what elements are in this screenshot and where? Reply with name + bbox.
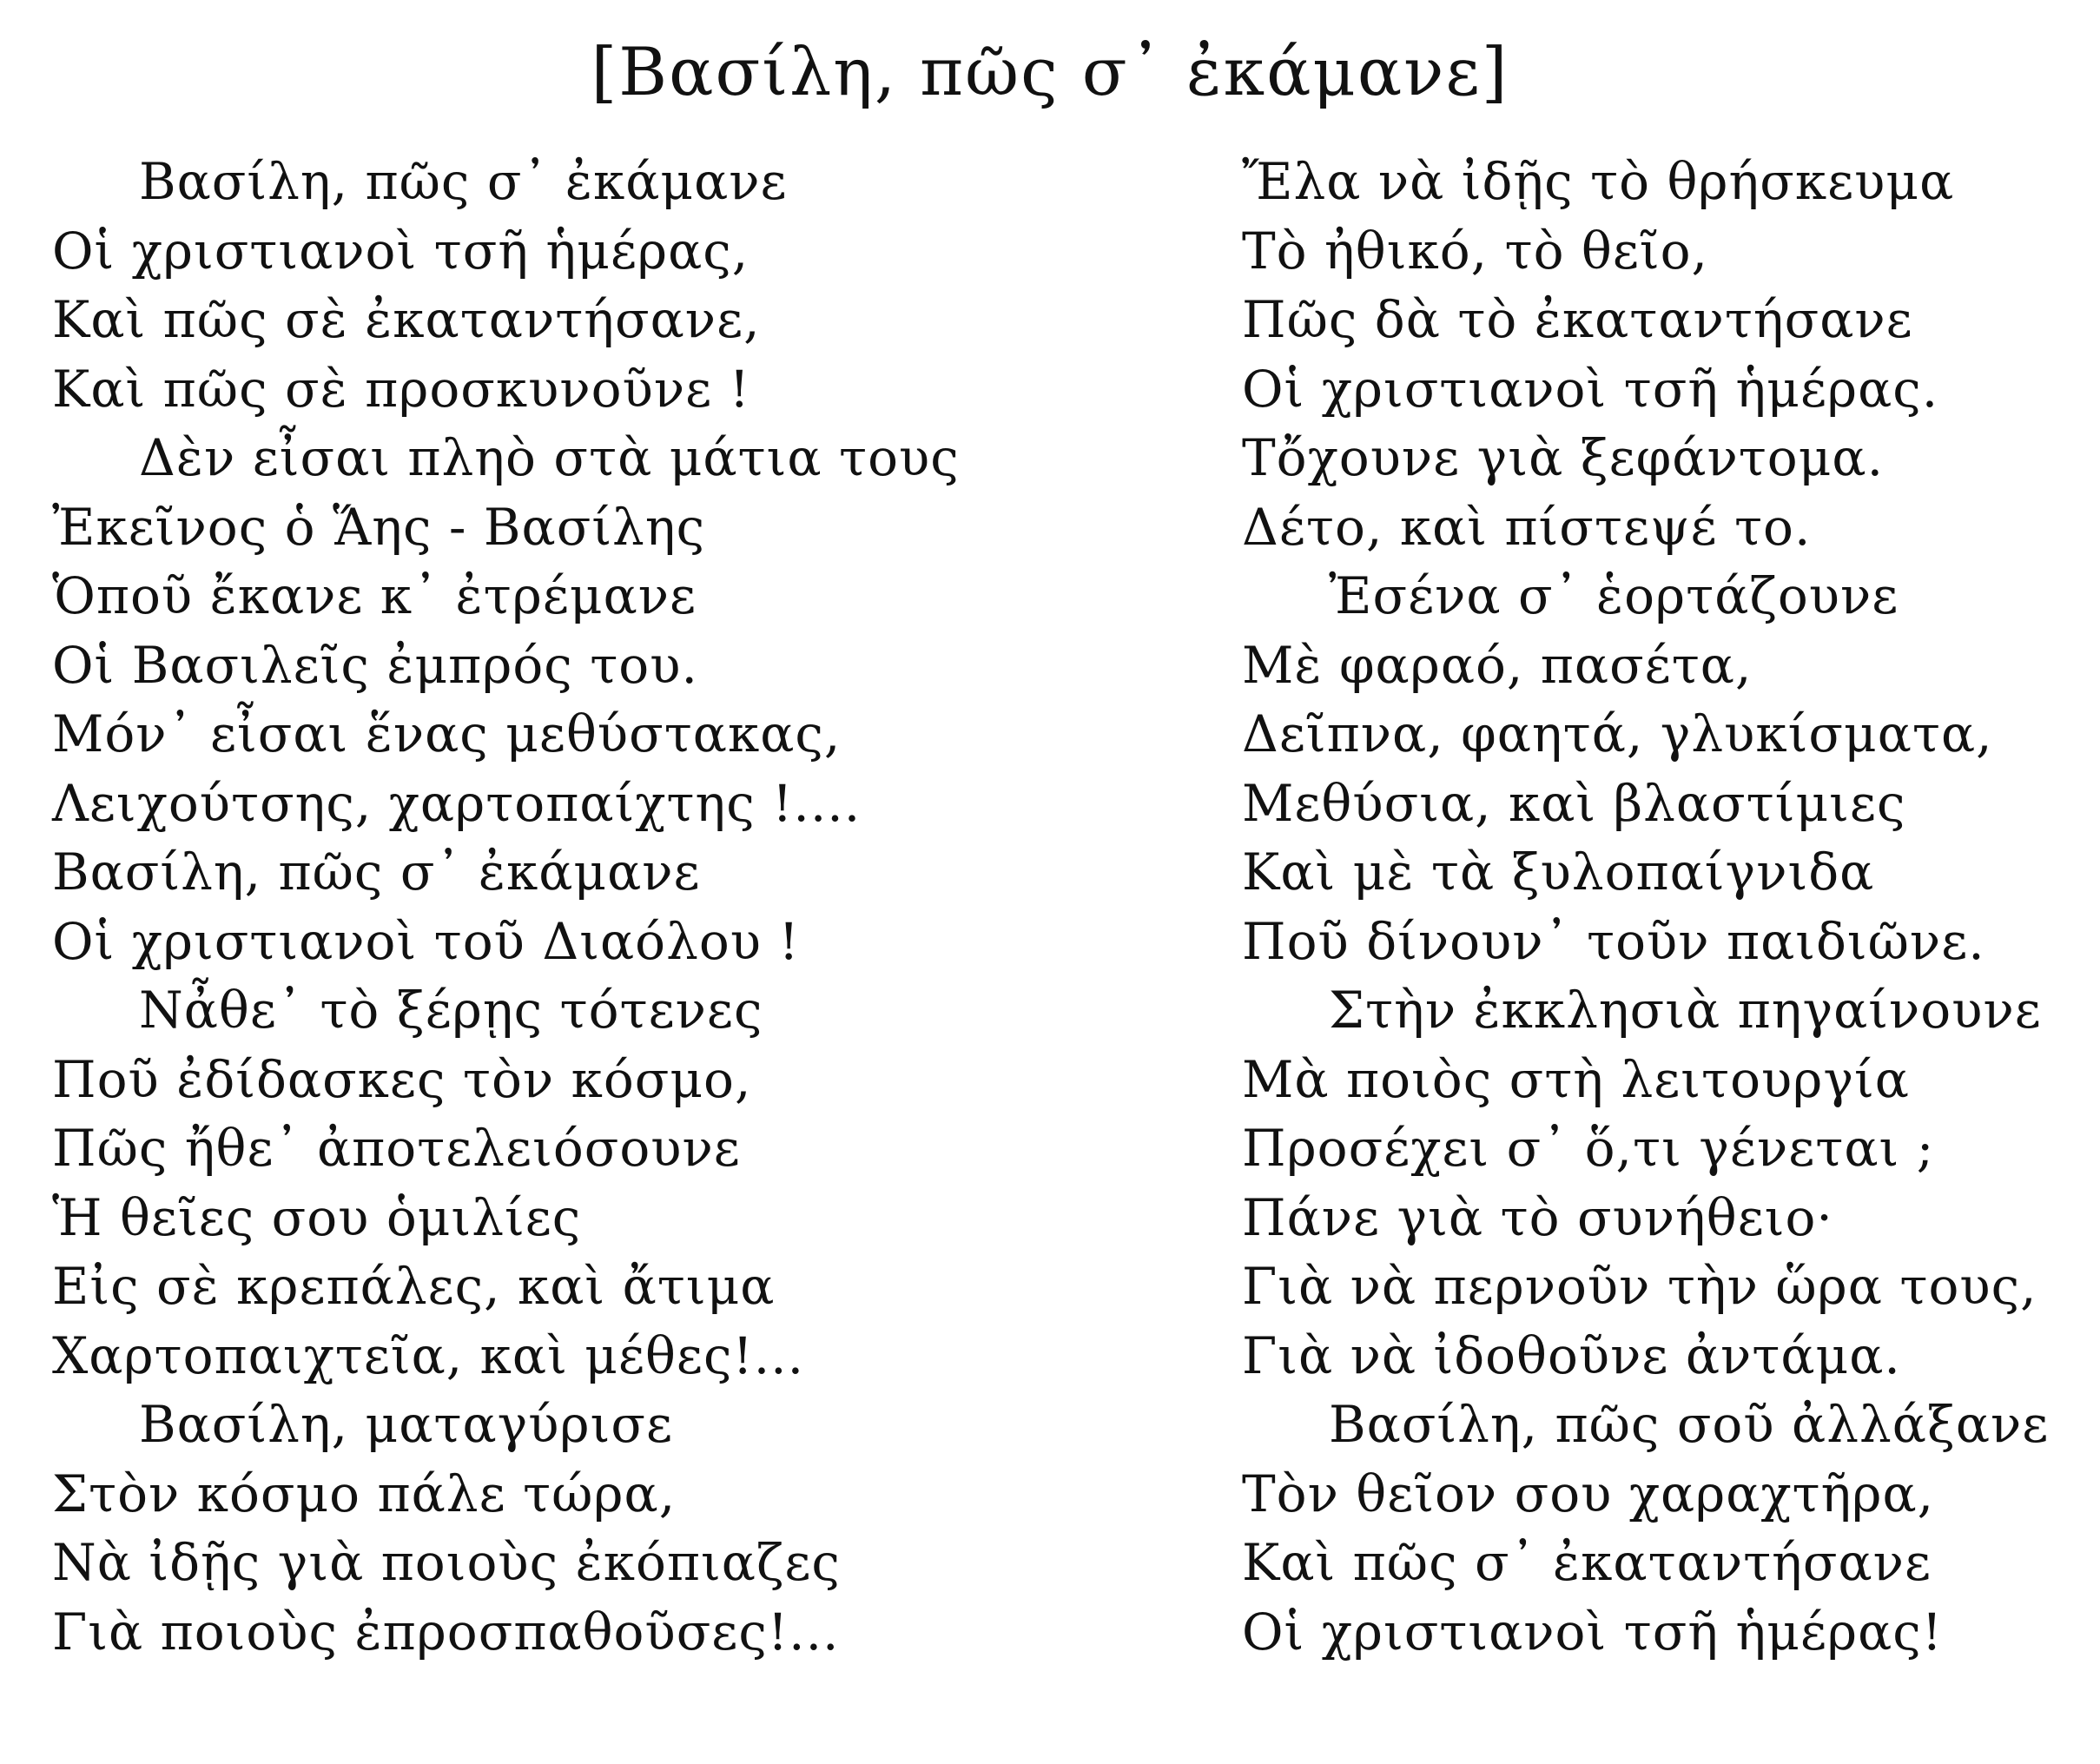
poem-line: Ἐκεῖνος ὁ Ἅης - Βασίλης <box>52 497 706 557</box>
poem-line: Νὰ ἰδῇς γιὰ ποιοὺς ἐκόπιαζες <box>52 1533 841 1592</box>
poem-line: Ἐσένα σ᾽ ἑορτάζουνε <box>1329 566 1899 625</box>
poem-line: Χαρτοπαιχτεῖα, καὶ μέθες!... <box>52 1325 805 1385</box>
poem-line: Τὸν θεῖον σου χαραχτῆρα, <box>1242 1463 1935 1523</box>
poem-line: Γιὰ ποιοὺς ἐπροσπαθοῦσες!... <box>52 1602 840 1662</box>
poem-line: Ποῦ ἐδίδασκες τὸν κόσμο, <box>52 1049 752 1109</box>
poem-line: Ὁποῦ ἔκανε κ᾽ ἐτρέμανε <box>52 566 697 625</box>
poem-line: Ἡ θεῖες σου ὁμιλίες <box>52 1187 582 1247</box>
poem-line: Μὰ ποιὸς στὴ λειτουργία <box>1242 1049 1910 1109</box>
right-column <box>1242 148 2089 1667</box>
poem-line: Δέτο, καὶ πίστεψέ το. <box>1242 497 1812 557</box>
poem-line: Εἰς σὲ κρεπάλες, καὶ ἄτιμα <box>52 1257 776 1316</box>
poem-line: Μόν᾽ εἶσαι ἕνας μεθύστακας, <box>52 704 842 763</box>
poem-line: Δὲν εἶσαι πληὸ στὰ μάτια τους <box>139 428 960 487</box>
poem-line: Βασίλη, πῶς σοῦ ἀλλάξανε <box>1329 1395 2050 1454</box>
poem-line: Καὶ πῶς σ᾽ ἐκαταντήσανε <box>1242 1533 1932 1592</box>
poem-line: Οἱ χριστιανοὶ τσῆ ἡμέρας. <box>1242 359 1939 419</box>
poem-line: Γιὰ νὰ ἰδοθοῦνε ἀντάμα. <box>1242 1325 1901 1385</box>
poem-line: Οἱ χριστιανοὶ τσῆ ἡμέρας, <box>52 221 750 281</box>
poem-line: Γιὰ νὰ περνοῦν τὴν ὥρα τους, <box>1242 1257 2037 1316</box>
poem-line: Στὴν ἐκκλησιὰ πηγαίνουνε <box>1329 981 2042 1040</box>
poem-line: Μὲ φαραό, πασέτα, <box>1242 635 1753 695</box>
poem-line: Πάνε γιὰ τὸ συνήθειο· <box>1242 1187 1833 1247</box>
poem-line: Λειχούτσης, χαρτοπαίχτης !.... <box>52 773 862 833</box>
left-column <box>52 148 1129 1667</box>
poem-line: Ἔλα νὰ ἰδῇς τὸ θρήσκευμα <box>1242 152 1955 211</box>
poem-line: Καὶ πῶς σὲ προσκυνοῦνε ! <box>52 359 750 419</box>
poem-line: Τὸ ἠθικό, τὸ θεῖο, <box>1242 221 1708 281</box>
poem-line: Πῶς δὰ τὸ ἐκαταντήσανε <box>1242 290 1913 349</box>
poem-line: Προσέχει σ᾽ ὅ,τι γένεται ; <box>1242 1119 1935 1178</box>
poem-line: Βασίλη, ματαγύρισε <box>139 1395 674 1454</box>
poem-line: Βασίλη, πῶς σ᾽ ἐκάμανε <box>139 152 788 211</box>
poem-line: Νἆθε᾽ τὸ ξέρῃς τότενες <box>139 981 763 1040</box>
poem-line: Δεῖπνα, φαητά, γλυκίσματα, <box>1242 704 1993 763</box>
poem-line: Οἱ χριστιανοὶ τσῆ ἡμέρας! <box>1242 1602 1944 1662</box>
poem-line: Καὶ πῶς σὲ ἐκαταντήσανε, <box>52 290 761 349</box>
poem-line: Τὄχουνε γιὰ ξεφάντομα. <box>1242 428 1885 487</box>
poem-line: Καὶ μὲ τὰ ξυλοπαίγνιδα <box>1242 842 1875 902</box>
poem-line: Στὸν κόσμο πάλε τώρα, <box>52 1463 677 1523</box>
poem-line: Ποῦ δίνουν᾽ τοῦν παιδιῶνε. <box>1242 911 1985 971</box>
poem-line: Οἱ χριστιανοὶ τοῦ Διαόλου ! <box>52 911 800 971</box>
poem-line: Πῶς ἤθε᾽ ἀποτελειόσουνε <box>52 1119 741 1178</box>
poem-title: [Βασίλη, πῶς σ᾽ ἐκάμανε] <box>591 33 1509 110</box>
poem-line: Βασίλη, πῶς σ᾽ ἐκάμανε <box>52 842 701 902</box>
poem-line: Οἱ Βασιλεῖς ἐμπρός του. <box>52 635 698 695</box>
poem-line: Μεθύσια, καὶ βλαστίμιες <box>1242 773 1906 833</box>
